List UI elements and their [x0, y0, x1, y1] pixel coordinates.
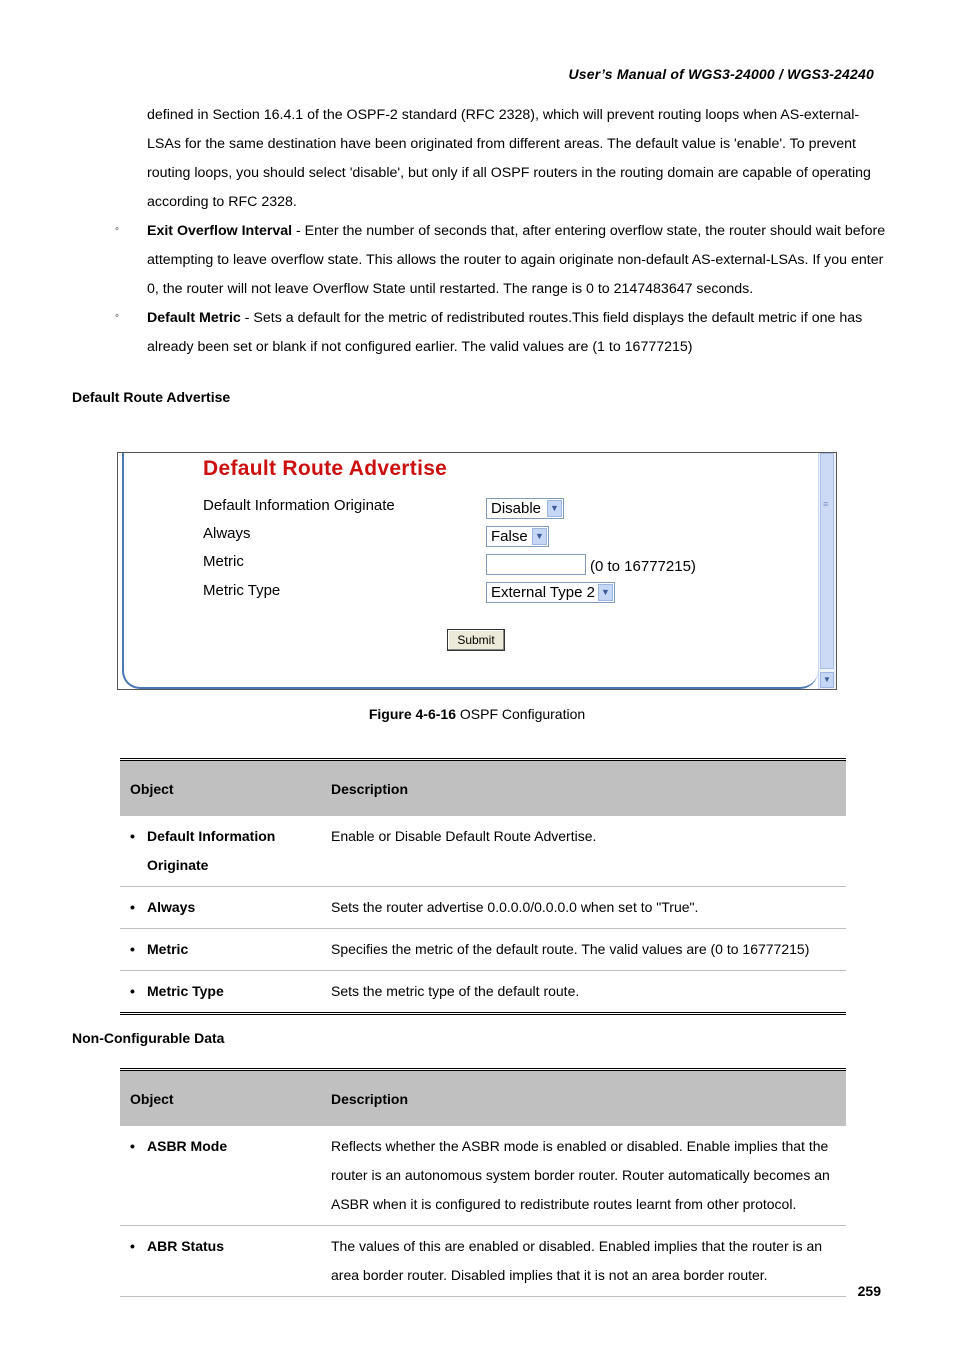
table-row	[120, 971, 846, 1014]
metric-label: Metric	[203, 553, 244, 570]
grip-icon: ≡	[823, 499, 829, 509]
description-cell: Enable or Disable Default Route Advertise.	[321, 816, 846, 887]
figure-text: OSPF Configuration	[455, 706, 586, 722]
page-number: 259	[857, 1283, 881, 1299]
object-cell	[120, 971, 321, 1014]
running-header: User’s Manual of WGS3-24000 / WGS3-24240	[568, 66, 874, 82]
object-cell	[120, 1226, 321, 1297]
bullet-exit-overflow	[147, 217, 887, 304]
column-header-object: Object	[120, 1070, 321, 1127]
table-row	[120, 816, 846, 887]
always-label: Always	[203, 525, 251, 542]
table-header-row	[120, 1070, 846, 1127]
description-cell: Sets the router advertise 0.0.0.0/0.0.0.0 when set to "True".	[321, 887, 846, 929]
object-name: Default Information Originate	[147, 828, 276, 873]
bullet-term: Exit Overflow Interval	[147, 223, 293, 239]
object-name: ASBR Mode	[147, 1138, 228, 1154]
object-name: ABR Status	[147, 1238, 225, 1254]
originate-value: Disable	[491, 500, 542, 517]
object-description-table	[120, 758, 846, 1015]
always-value: False	[491, 528, 528, 545]
column-header-description: Description	[321, 1070, 846, 1127]
scroll-down-arrow-icon[interactable]: ▼	[820, 672, 834, 688]
metric-range-hint: (0 to 16777215)	[590, 558, 696, 575]
bullet-marker: ◦	[115, 223, 119, 235]
figure-number: Figure 4-6-16	[368, 706, 456, 722]
metric-input[interactable]	[486, 554, 586, 575]
object-cell	[120, 887, 321, 929]
config-screenshot	[117, 452, 837, 690]
section-title: Non-Configurable Data	[72, 1030, 225, 1046]
table-row	[120, 1126, 846, 1226]
chevron-down-icon: ▼	[547, 500, 562, 517]
chevron-down-icon: ▼	[532, 528, 547, 545]
bullet-dot: •	[130, 941, 135, 957]
bullet-dot: •	[130, 983, 135, 999]
scroll-thumb[interactable]	[820, 453, 834, 669]
object-cell	[120, 816, 321, 887]
bullet-dot: •	[130, 1238, 135, 1254]
originate-select[interactable]	[486, 498, 564, 519]
table-header-row	[120, 760, 846, 817]
submit-button[interactable]: Submit	[447, 629, 505, 651]
intro-paragraph: defined in Section 16.4.1 of the OSPF-2 standard (RFC 2328), which will prevent routing loops when AS-external-LSAs for the same destination have been originated from different areas. The default value is 'enable'. To prevent routing loops, you should select 'disable', but only if all OSPF routers in the routing domain are capable of operating according to RFC 2328.	[147, 107, 871, 210]
figure-caption	[0, 706, 954, 722]
description-cell: The values of this are enabled or disabled. Enabled implies that the router is an area border router. Disabled implies that it is not an area border router.	[321, 1226, 846, 1297]
metric-type-select[interactable]	[486, 582, 615, 603]
bullet-default-metric	[147, 304, 887, 362]
object-name: Metric	[147, 941, 189, 957]
table-row	[120, 929, 846, 971]
object-name: Always	[147, 899, 196, 915]
chevron-down-icon: ▼	[598, 584, 613, 601]
column-header-object: Object	[120, 760, 321, 817]
panel-title: Default Route Advertise	[203, 457, 448, 480]
object-name: Metric Type	[147, 983, 224, 999]
description-cell: Reflects whether the ASBR mode is enabled or disabled. Enable implies that the router is an autonomous system border router. Router automatically becomes an ASBR when it is configured to redistribute routes learnt from other protocol.	[321, 1126, 846, 1226]
vertical-scrollbar[interactable]	[818, 453, 836, 689]
bullet-dot: •	[130, 1138, 135, 1154]
section-title: Default Route Advertise	[72, 389, 231, 405]
config-panel	[122, 453, 818, 689]
bullet-text: - Sets a default for the metric of redistributed routes.This field displays the default metric if one has already been set or blank if not configured earlier. The valid values are (1 to 16777215)	[147, 310, 863, 355]
metric-type-value: External Type 2	[491, 584, 595, 601]
bullet-text: - Enter the number of seconds that, after entering overflow state, the router should wait before attempting to leave overflow state. This allows the router to again originate non-default AS-external-LSAs. If you enter 0, the router will not leave Overflow State until restarted. The range is 0 to 2147483647 seconds.	[147, 223, 886, 297]
description-cell: Sets the metric type of the default route.	[321, 971, 846, 1014]
table-row	[120, 1226, 846, 1297]
always-select[interactable]	[486, 526, 549, 547]
bullet-term: Default Metric	[147, 310, 241, 326]
object-cell	[120, 929, 321, 971]
metric-type-label: Metric Type	[203, 582, 281, 599]
object-cell	[120, 1126, 321, 1226]
originate-label: Default Information Originate	[203, 497, 395, 514]
bullet-dot: •	[130, 899, 135, 915]
bullet-dot: •	[130, 828, 135, 844]
column-header-description: Description	[321, 760, 846, 817]
description-cell: Specifies the metric of the default route. The valid values are (0 to 16777215)	[321, 929, 846, 971]
bullet-marker: ◦	[115, 310, 119, 322]
table-row	[120, 887, 846, 929]
non-configurable-table	[120, 1068, 846, 1297]
